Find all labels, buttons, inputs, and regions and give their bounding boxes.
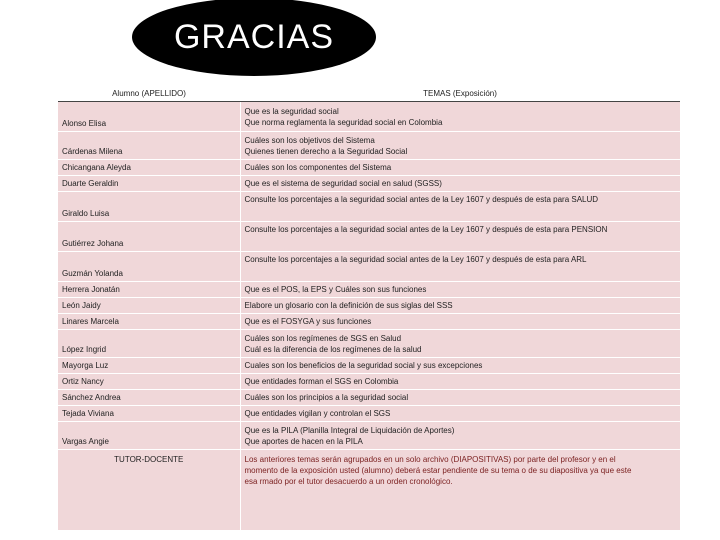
student-name: Sánchez Andrea <box>58 390 240 406</box>
topic-cell <box>240 298 680 314</box>
topic-line: Que es la seguridad social <box>244 106 339 116</box>
topic-cell <box>240 176 680 192</box>
topic-line: Cuáles son los regímenes de SGS en Salud <box>244 333 402 343</box>
topic-cell <box>240 102 680 132</box>
student-name: Giraldo Luisa <box>58 192 240 222</box>
table-row <box>58 406 680 422</box>
student-name: León Jaidy <box>58 298 240 314</box>
table-row <box>58 192 680 222</box>
topic-line: Consulte los porcentajes a la seguridad social antes de la Ley 1607 y después de esta para SALUD <box>244 195 599 204</box>
topic-line: Consulte los porcentajes a la seguridad social antes de la Ley 1607 y después de esta para PENSION <box>244 225 608 234</box>
tutor-row <box>58 450 680 531</box>
table-row <box>58 252 680 282</box>
page-title: GRACIAS <box>173 17 335 56</box>
topic-cell <box>240 222 680 252</box>
student-name: Mayorga Luz <box>58 358 240 374</box>
topic-cell <box>240 374 680 390</box>
student-name: Gutiérrez Johana <box>58 222 240 252</box>
topic-line: Que entidades forman el SGS en Colombia <box>244 377 399 386</box>
topic-cell <box>240 160 680 176</box>
topic-cell <box>240 422 680 450</box>
topic-cell <box>240 330 680 358</box>
table-row <box>58 282 680 298</box>
topic-line: Quienes tienen derecho a la Seguridad Social <box>244 146 408 156</box>
topic-line: Cuales son los beneficios de la seguridad social y sus excepciones <box>244 361 483 370</box>
note-line: momento de la exposición usted (alumno) deberá estar pendiente de su tema o de su diapositiva ya que este <box>244 466 632 475</box>
table-row <box>58 358 680 374</box>
table-row <box>58 330 680 358</box>
tutor-label: TUTOR-DOCENTE <box>58 450 240 531</box>
student-name: Cárdenas Milena <box>58 132 240 160</box>
topic-line: Que es el sistema de seguridad social en salud (SGSS) <box>244 179 442 188</box>
topic-cell <box>240 314 680 330</box>
table-row <box>58 160 680 176</box>
student-name: Tejada Viviana <box>58 406 240 422</box>
student-name: Duarte Geraldin <box>58 176 240 192</box>
topic-cell <box>240 406 680 422</box>
table-row <box>58 222 680 252</box>
student-name: Ortiz Nancy <box>58 374 240 390</box>
table-row <box>58 390 680 406</box>
topic-cell <box>240 252 680 282</box>
student-name: Chicangana Aleyda <box>58 160 240 176</box>
topic-line: Cuáles son los principios a la seguridad social <box>244 393 409 402</box>
topic-line: Cuáles son los objetivos del Sistema <box>244 135 375 145</box>
tutor-note <box>240 450 680 531</box>
table-row <box>58 132 680 160</box>
topic-line: Que es la PILA (Planilla Integral de Liquidación de Aportes) <box>244 425 455 435</box>
header-topic: TEMAS (Exposición) <box>240 86 680 102</box>
topic-cell <box>240 132 680 160</box>
topic-line: Que aportes de hacen en la PILA <box>244 436 363 446</box>
student-name: Vargas Angie <box>58 422 240 450</box>
student-name: Herrera Jonatán <box>58 282 240 298</box>
assignment-table <box>58 86 680 530</box>
topic-line: Consulte los porcentajes a la seguridad social antes de la Ley 1607 y después de esta para ARL <box>244 255 587 264</box>
topic-cell <box>240 192 680 222</box>
topic-line: Cuál es la diferencia de los regímenes de la salud <box>244 344 422 354</box>
topic-line: Que es el FOSYGA y sus funciones <box>244 317 372 326</box>
topic-cell <box>240 282 680 298</box>
table-row <box>58 176 680 192</box>
topic-line: Que es el POS, la EPS y Cuáles son sus funciones <box>244 285 427 294</box>
title-banner <box>132 0 376 76</box>
table-row <box>58 298 680 314</box>
table-row <box>58 422 680 450</box>
table-row <box>58 374 680 390</box>
student-name: Guzmán Yolanda <box>58 252 240 282</box>
topic-line: Que norma reglamenta la seguridad social en Colombia <box>244 117 443 127</box>
topic-cell <box>240 390 680 406</box>
topic-line: Cuáles son los componentes del Sistema <box>244 163 392 172</box>
table-header <box>58 86 680 102</box>
topic-cell <box>240 358 680 374</box>
topic-line: Elabore un glosario con la definición de sus siglas del SSS <box>244 301 453 310</box>
header-student: Alumno (APELLIDO) <box>58 86 240 102</box>
table-row <box>58 314 680 330</box>
student-name: Alonso Elisa <box>58 102 240 132</box>
student-name: López Ingrid <box>58 330 240 358</box>
table-row <box>58 102 680 132</box>
student-name: Linares Marcela <box>58 314 240 330</box>
note-line: Los anteriores temas serán agrupados en un solo archivo (DIAPOSITIVAS) por parte del profesor y en el <box>244 455 616 464</box>
note-line: esa rmado por el tutor desacuerdo a un orden cronológico. <box>244 477 453 486</box>
topic-line: Que entidades vigilan y controlan el SGS <box>244 409 391 418</box>
